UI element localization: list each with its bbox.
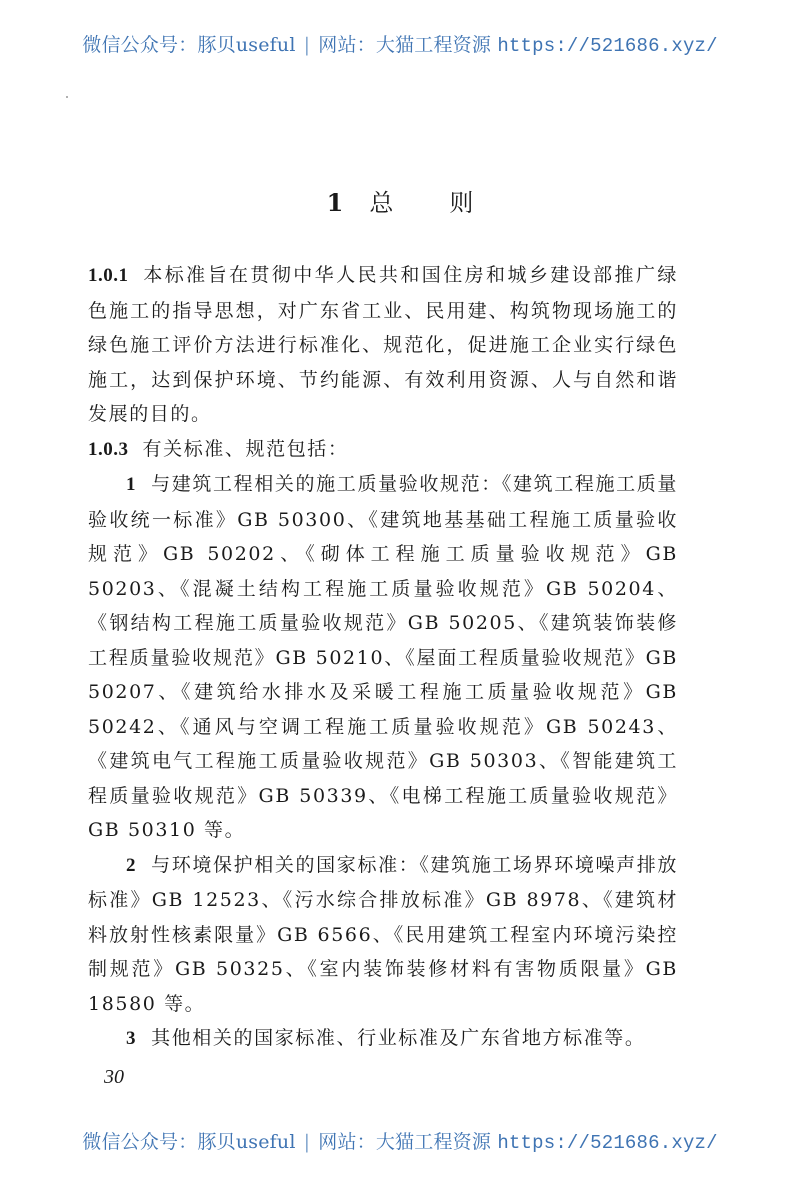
watermark-site: 网站：大猫工程资源	[318, 1131, 492, 1153]
item-number: 1	[126, 474, 138, 495]
clause-number: 1.0.3	[88, 438, 129, 460]
watermark-separator: |	[303, 1131, 311, 1153]
scan-speck	[66, 96, 68, 98]
chapter-title-char-2: 则	[449, 189, 474, 217]
watermark-wechat: 微信公众号：豚贝useful	[82, 1131, 296, 1153]
clause-1-0-1	[88, 258, 678, 432]
item-text: 与建筑工程相关的施工质量验收规范：《建筑工程施工质量验收统一标准》GB 50300、《建筑地基基础工程施工质量验收规范》GB 50202、《砌体工程施工质量验收规范》GB 50203、《混凝土结构工程施工质量验收规范》GB 50204、《钢结构工程施工质量验收规范》GB 50205、《建筑装饰装修工程质量验收规范》GB 50210、《屋面工程质量验收规范》GB 50207、《建筑给水排水及采暖工程施工质量验收规范》GB 50242、《通风与空调工程施工质量验收规范》GB 50243、《建筑电气工程施工质量验收规范》GB 50303、《智能建筑工程质量验收规范》GB 50339、《电梯工程施工质量验收规范》GB 50310 等。	[88, 473, 678, 841]
list-item-2	[88, 848, 678, 1022]
chapter-title	[0, 183, 800, 218]
item-text: 与环境保护相关的国家标准：《建筑施工场界环境噪声排放标准》GB 12523、《污水综合排放标准》GB 8978、《建筑材料放射性核素限量》GB 6566、《民用建筑工程室内环境污染控制规范》GB 50325、《室内装饰装修材料有害物质限量》GB 18580 等。	[88, 853, 678, 1015]
list-item-3	[88, 1021, 678, 1057]
document-body	[88, 258, 678, 1057]
chapter-title-char-1: 总	[369, 189, 394, 217]
watermark-footer	[0, 1127, 800, 1154]
clause-1-0-3	[88, 432, 678, 468]
watermark-header	[0, 30, 800, 57]
watermark-site: 网站：大猫工程资源	[318, 34, 492, 56]
list-item-1	[88, 467, 678, 848]
watermark-url: https://521686.xyz/	[497, 1132, 718, 1154]
watermark-wechat: 微信公众号：豚贝useful	[82, 34, 296, 56]
clause-number: 1.0.1	[88, 265, 129, 286]
chapter-number: 1	[326, 188, 344, 217]
page-number: 30	[104, 1066, 124, 1088]
clause-text: 有关标准、规范包括：	[142, 437, 349, 460]
watermark-url: https://521686.xyz/	[497, 35, 718, 57]
clause-text: 本标准旨在贯彻中华人民共和国住房和城乡建设部推广绿色施工的指导思想，对广东省工业、民用建、构筑物现场施工的绿色施工评价方法进行标准化、规范化，促进施工企业实行绿色施工，达到保护环境、节约能源、有效利用资源、人与自然和谐发展的目的。	[88, 264, 678, 425]
item-number: 3	[126, 1028, 138, 1049]
watermark-separator: |	[303, 34, 311, 56]
item-number: 2	[126, 854, 138, 876]
item-text: 其他相关的国家标准、行业标准及广东省地方标准等。	[151, 1027, 646, 1049]
